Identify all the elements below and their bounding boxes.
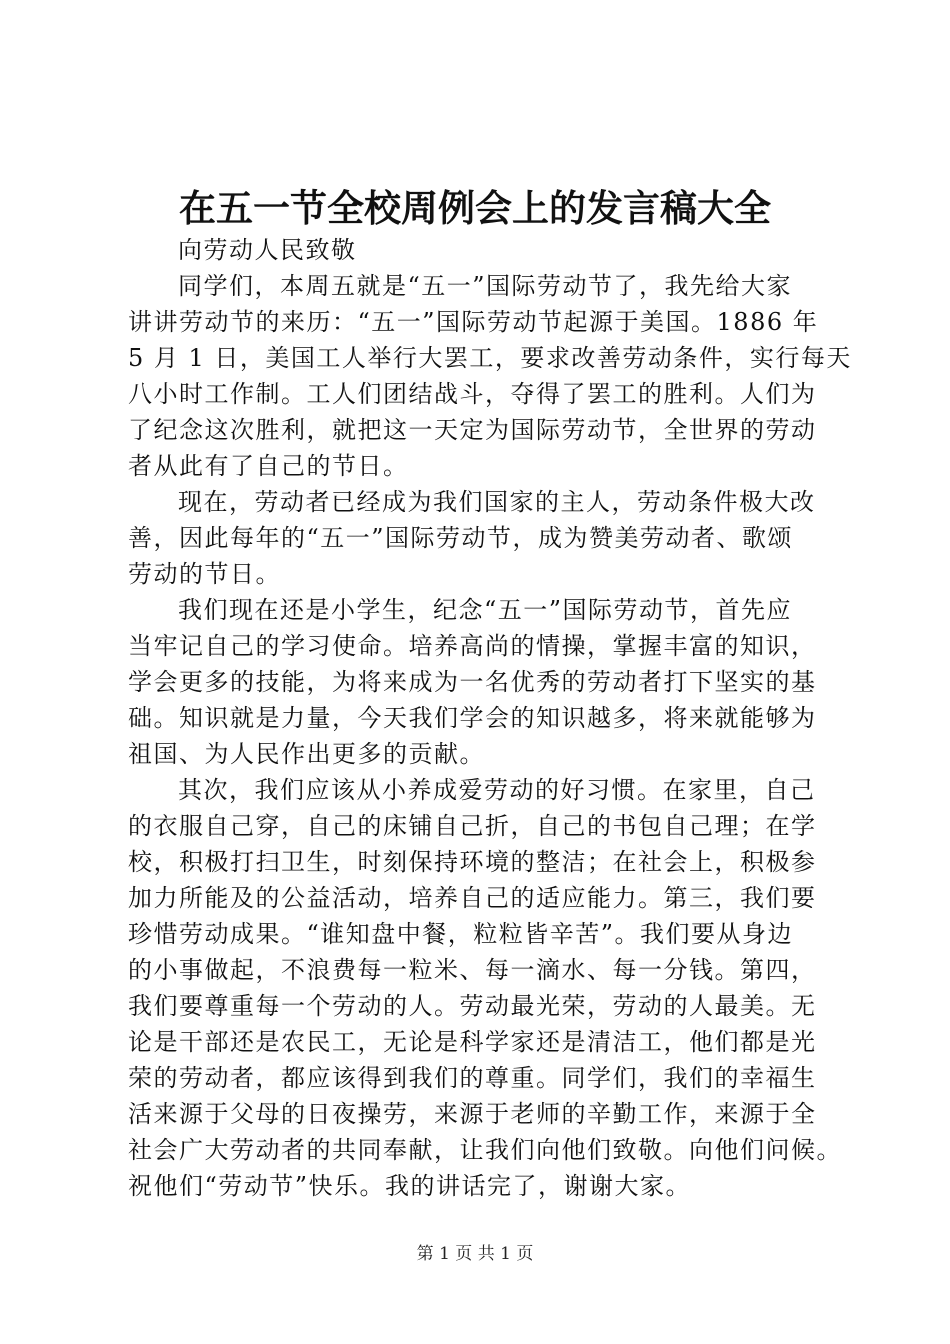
body-line: 活来源于父母的日夜操劳，来源于老师的辛勤工作，来源于全 <box>128 1100 817 1128</box>
body-line: 础。知识就是力量，今天我们学会的知识越多，将来就能够为 <box>128 704 817 732</box>
body-line: 现在，劳动者已经成为我们国家的主人，劳动条件极大改 <box>178 488 816 516</box>
body-line: 珍惜劳动成果。“谁知盘中餐，粒粒皆辛苦”。我们要从身边 <box>128 920 794 948</box>
body-line: 同学们，本周五就是“五一”国际劳动节了，我先给大家 <box>178 272 793 300</box>
body-line: 者从此有了自己的节日。 <box>128 452 409 480</box>
body-line: 5 月 1 日，美国工人举行大罢工，要求改善劳动条件，实行每天 <box>128 344 852 372</box>
page-footer: 第 1 页 共 1 页 <box>416 1244 534 1264</box>
body-line: 讲讲劳动节的来历：“五一”国际劳动节起源于美国。1886 年 <box>128 308 819 336</box>
document-title: 在五一节全校周例会上的发言稿大全 <box>179 187 771 230</box>
body-line: 善，因此每年的“五一”国际劳动节，成为赞美劳动者、歌颂 <box>128 524 794 552</box>
body-line: 我们要尊重每一个劳动的人。劳动最光荣，劳动的人最美。无 <box>128 992 817 1020</box>
body-line: 八小时工作制。工人们团结战斗，夺得了罢工的胜利。人们为 <box>128 380 817 408</box>
body-line: 论是干部还是农民工，无论是科学家还是清洁工，他们都是光 <box>128 1028 817 1056</box>
body-line: 荣的劳动者，都应该得到我们的尊重。同学们，我们的幸福生 <box>128 1064 817 1092</box>
body-line: 劳动的节日。 <box>128 560 281 588</box>
body-line: 了纪念这次胜利，就把这一天定为国际劳动节，全世界的劳动 <box>128 416 817 444</box>
body-line: 祝他们“劳动节”快乐。我的讲话完了，谢谢大家。 <box>128 1172 692 1200</box>
body-line: 社会广大劳动者的共同奉献，让我们向他们致敬。向他们问候。 <box>128 1136 842 1164</box>
body-line: 我们现在还是小学生，纪念“五一”国际劳动节，首先应 <box>178 596 793 624</box>
body-line: 其次，我们应该从小养成爱劳动的好习惯。在家里，自己 <box>178 776 816 804</box>
body-line: 当牢记自己的学习使命。培养高尚的情操，掌握丰富的知识， <box>128 632 817 660</box>
document-body <box>128 232 852 1204</box>
body-line: 向劳动人民致敬 <box>178 236 357 264</box>
body-line: 祖国、为人民作出更多的贡献。 <box>128 740 485 768</box>
body-line: 的衣服自己穿，自己的床铺自己折，自己的书包自己理；在学 <box>128 812 817 840</box>
body-line: 校，积极打扫卫生，时刻保持环境的整洁；在社会上，积极参 <box>128 848 817 876</box>
body-line: 加力所能及的公益活动，培养自己的适应能力。第三，我们要 <box>128 884 817 912</box>
body-line: 学会更多的技能，为将来成为一名优秀的劳动者打下坚实的基 <box>128 668 817 696</box>
body-line: 的小事做起，不浪费每一粒米、每一滴水、每一分钱。第四， <box>128 956 817 984</box>
